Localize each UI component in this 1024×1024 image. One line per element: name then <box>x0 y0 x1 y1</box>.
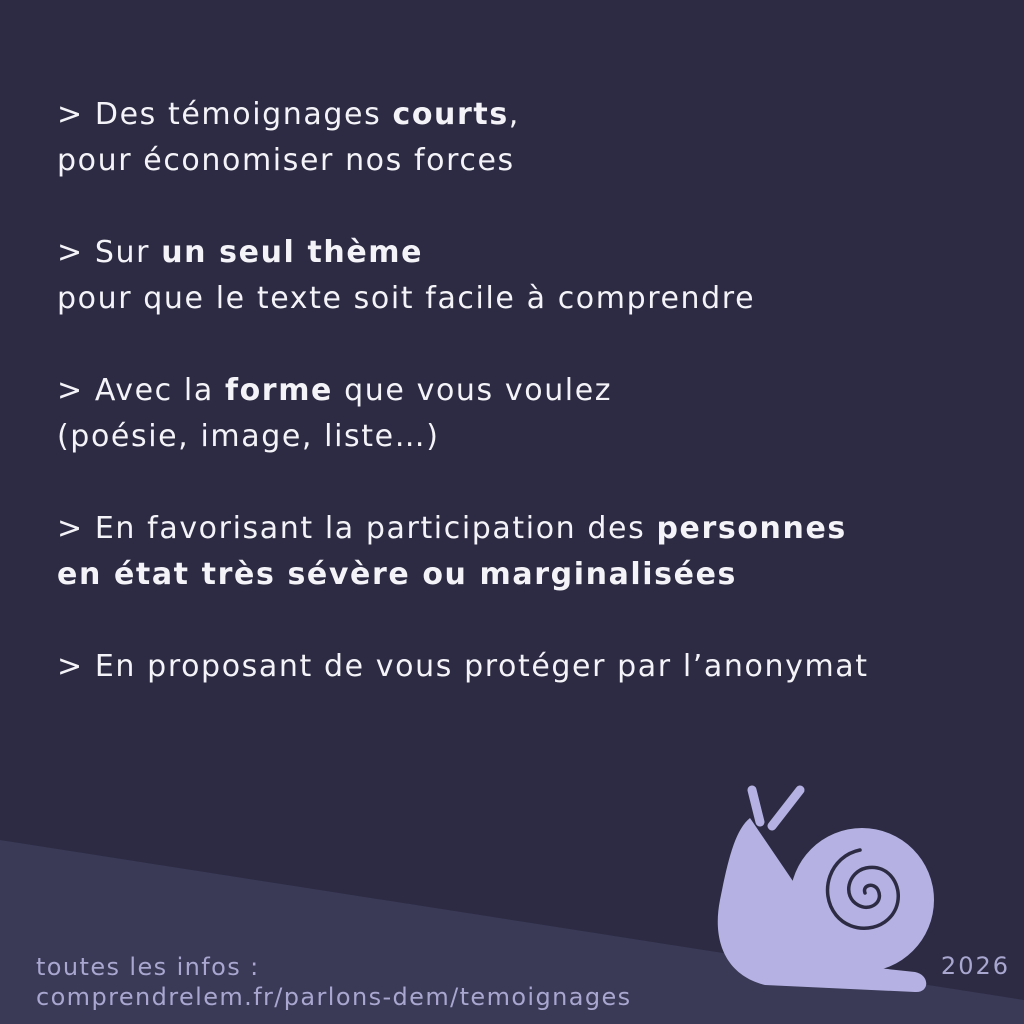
point-single-theme <box>57 230 997 322</box>
message-list <box>57 92 997 736</box>
point-text: , <box>508 97 520 132</box>
footer-url[interactable]: comprendrelem.fr/parlons-dem/temoignages <box>36 983 632 1011</box>
snail-icon <box>718 790 934 992</box>
point-emphasis: personnes <box>656 511 847 546</box>
point-text: > En favorisant la participation des <box>57 511 657 546</box>
point-participation <box>57 506 997 598</box>
point-text: > En proposant de vous protéger par l’anonymat <box>57 649 869 684</box>
point-text: > Des témoignages <box>57 97 393 132</box>
point-short-testimonies <box>57 92 997 184</box>
point-text: pour économiser nos forces <box>57 143 515 178</box>
point-emphasis: forme <box>224 373 334 408</box>
point-text: (poésie, image, liste…) <box>57 419 440 454</box>
point-text: que vous voulez <box>333 373 613 408</box>
point-text: pour que le texte soit facile à comprendre <box>57 281 756 316</box>
point-emphasis: courts <box>392 97 509 132</box>
point-text: > Avec la <box>57 373 225 408</box>
footer-label: toutes les infos : <box>36 953 260 981</box>
point-emphasis: un seul thème <box>161 235 424 270</box>
point-free-form <box>57 368 997 460</box>
footer-info <box>36 952 632 1012</box>
point-text: > Sur <box>57 235 162 270</box>
year-label: 2026 <box>940 952 1010 980</box>
point-emphasis: en état très sévère ou marginalisées <box>57 557 737 592</box>
point-anonymity <box>57 644 997 690</box>
